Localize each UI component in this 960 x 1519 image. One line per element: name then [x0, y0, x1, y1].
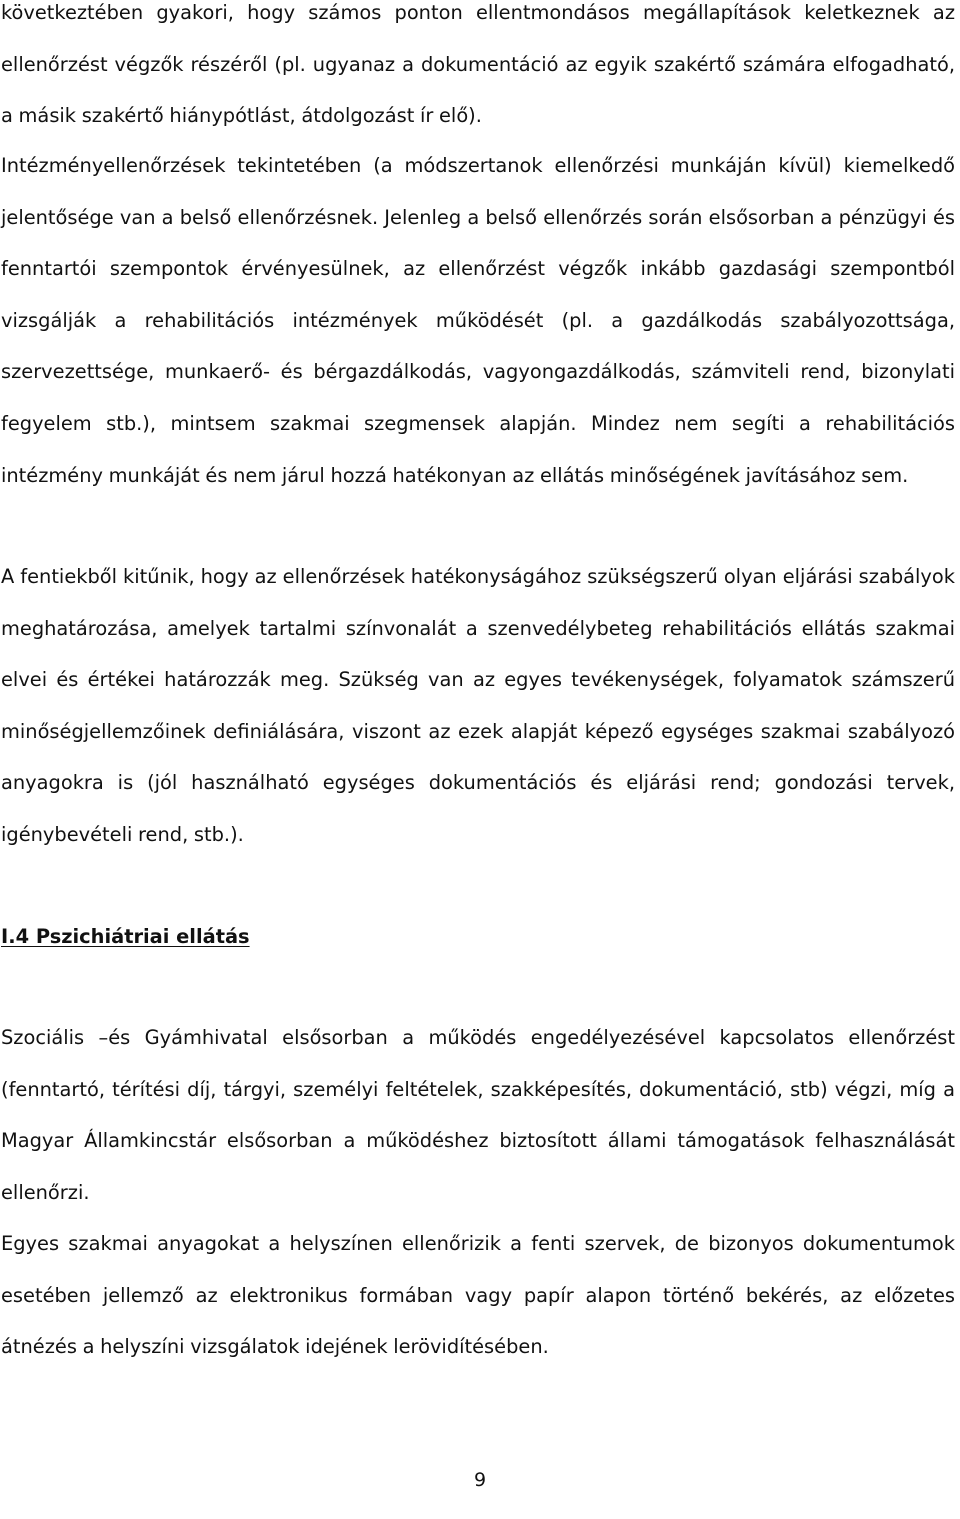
section-heading: I.4 Pszichiátriai ellátás — [1, 925, 250, 948]
paragraph-internal-control: Intézményellenőrzések tekintetében (a módszertanok ellenőrzési munkáján kívül) kiemelkedő jelentősége van a belső ellenőrzésnek. Jelenleg a belső ellenőrzés során elsősorban a pénzügyi és fenntartói szempontok érvényesülnek, az ellenőrzést végzők inkább gazdasági szempontból vizsgálják a rehabilitációs intézmények működését (pl. a gazdálkodás szabályozottsága, szervezettsége, munkaerő- és bérgazdálkodás, vagyongazdálkodás, számviteli rend, bizonylati fegyelem stb.), mintsem szakmai szegmensek alapján. Mindez nem segíti a rehabilitációs intézmény munkáját és nem járul hozzá hatékonyan az ellátás minőségének javításához sem. — [1, 154, 955, 487]
page-number: 9 — [473, 1469, 487, 1491]
paragraph-onsite-inspection: Egyes szakmai anyagokat a helyszínen ellenőrizik a fenti szervek, de bizonyos dokumentumok esetében jellemző az elektronikus formában vagy papír alapon történő bekérés, az előzetes átnézés a helyszíni vizsgálatok idejének lerövidítésében. — [1, 1232, 955, 1359]
paragraph-continuation: következtében gyakori, hogy számos ponton ellentmondásos megállapítások keletkeznek az ellenőrzést végzők részéről (pl. ugyanaz a dokumentáció az egyik szakértő számára elfogadható, a másik szakértő hiánypótlást, átdolgozást ír elő). — [1, 1, 955, 128]
paragraph-guardianship-office: Szociális –és Gyámhivatal elsősorban a működés engedélyezésével kapcsolatos ellenőrzést (fenntartó, térítési díj, tárgyi, személyi feltételek, szakképesítés, dokumentáció, stb) végzi, míg a Magyar Államkincstár elsősorban a működéshez biztosított állami támogatások felhasználását ellenőrzi. — [1, 1026, 955, 1204]
paragraph-procedural-rules: A fentiekből kitűnik, hogy az ellenőrzések hatékonyságához szükségszerű olyan eljárási szabályok meghatározása, amelyek tartalmi színvonalát a szenvedélybeteg rehabilitációs ellátás szakmai elvei és értékei határozzák meg. Szükség van az egyes tevékenységek, folyamatok számszerű minőségjellemzőinek definiálására, viszont az ezek alapját képező egységes szakmai szabályozó anyagokra is (jól használható egységes dokumentációs és eljárási rend; gondozási tervek, igénybevételi rend, stb.). — [1, 565, 955, 846]
